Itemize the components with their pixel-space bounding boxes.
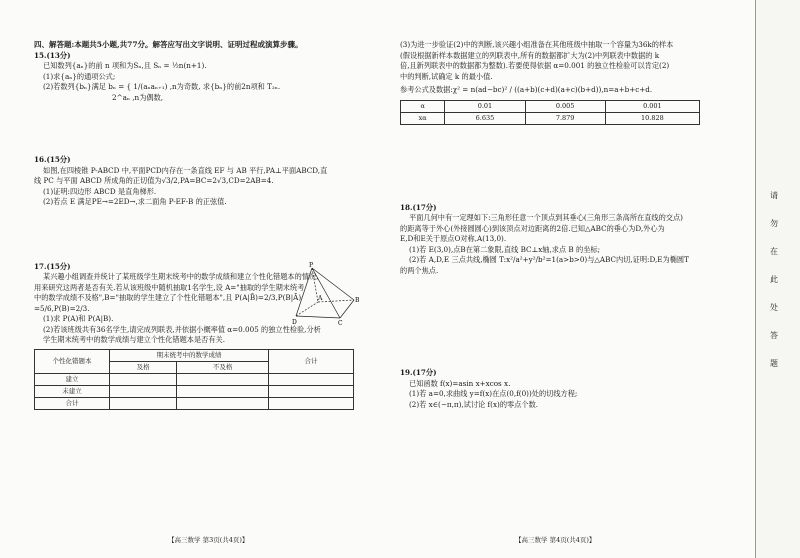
table-row bbox=[35, 397, 354, 409]
q16-stem-1: 如图,在四棱锥 P-ABCD 中,平面PCD内存在一条直线 EF 与 AB 平行,PA⊥平面ABCD,直 bbox=[43, 165, 328, 175]
q19-stem: 已知函数 f(x)=asin x+xcos x. bbox=[409, 378, 511, 388]
table-row bbox=[35, 373, 354, 385]
q17-number: 17.(15分) bbox=[34, 261, 71, 271]
table-header-fail: 不及格 bbox=[177, 361, 269, 373]
contingency-table bbox=[34, 349, 354, 410]
q18-part2-2: 的两个焦点. bbox=[400, 265, 439, 275]
q17-stem-4: =5/6,P(B)=2/3. bbox=[34, 303, 90, 313]
ref-alpha-value: 0.005 bbox=[525, 100, 605, 112]
margin-char: 答 bbox=[770, 331, 778, 340]
q17-part2-2: 学生期末统考中的数学成绩与建立个性化错题本是否有关. bbox=[43, 335, 225, 344]
vertex-b-label: B bbox=[355, 297, 360, 304]
table-header-score: 期末统考中的数学成绩 bbox=[110, 349, 269, 361]
pyramid-figure bbox=[292, 262, 362, 326]
table-header-total: 合计 bbox=[269, 349, 354, 373]
right-column bbox=[400, 40, 730, 410]
q18-part2-1: (2)若 A,D,E 三点共线,椭圆 T:x²/a²+y²/b²=1(a>b>0)与△ABC内切,证明:D,E为椭圆T bbox=[409, 255, 689, 264]
q19-part1: (1)若 a=0,求曲线 y=f(x)在点(0,f(0))处的切线方程; bbox=[409, 389, 578, 398]
ref-x-value: 10.828 bbox=[605, 112, 699, 124]
q19-number: 19.(17分) bbox=[400, 368, 437, 377]
ref-alpha-value: 0.001 bbox=[605, 100, 699, 112]
q15-stem: 已知数列{aₙ}的前 n 项和为Sₙ,且 Sₙ = ½n(n+1). bbox=[43, 61, 207, 70]
q17-part3-4: 中的判断,试确定 k 的最小值. bbox=[400, 71, 493, 81]
margin-char: 此 bbox=[770, 275, 778, 284]
q19-part2: (2)若 x∈(−π,π),试讨论 f(x)的零点个数. bbox=[409, 399, 539, 409]
q17-part3-1: (3)为进一步验证(2)中的判断,该兴趣小组准备在其他班级中抽取一个容量为36k的样本 bbox=[400, 40, 674, 49]
q17-stem-3: 中的数学成绩不及格",B="抽取的学生建立了个性化错题本",且 P(A|B̄)=2/3,P(B|Ā) bbox=[34, 293, 302, 302]
q16-stem-2: 线 PC 与平面 ABCD 所成角的正切值为√3/2,PA=BC=2√3,CD=2AB=4. bbox=[34, 176, 274, 185]
q16-part1: (1)证明:四边形 ABCD 是直角梯形. bbox=[43, 186, 157, 196]
q15-part2-ask: 求{bₙ}的前2n项和 T₂ₙ. bbox=[202, 82, 281, 91]
table-row-label: 合计 bbox=[35, 397, 110, 409]
q17-part2-1: (2)若该班级共有36名学生,请完成列联表,并依据小概率值 α=0.005 的独立性检验,分析 bbox=[43, 324, 321, 334]
q17-part3-3: 倍,且新列联表中的数据都为整数).若要使得依据 α=0.001 的独立性检验可以肯定(2) bbox=[400, 61, 670, 70]
table-header-notebook: 个性化错题本 bbox=[35, 349, 110, 373]
margin-char: 题 bbox=[770, 359, 778, 368]
margin-char: 在 bbox=[770, 247, 778, 256]
reference-table bbox=[400, 100, 700, 125]
table-row-label: 未建立 bbox=[35, 385, 110, 397]
q15-part2-text: (2)若数列{bₙ}满足 bₙ = { 1/(aₙaₙ₊₁) ,n为奇数, bbox=[43, 82, 201, 91]
ref-alpha-value: 0.01 bbox=[445, 100, 525, 112]
q17-stem-1: 某兴趣小组调查并统计了某班级学生期末统考中的数学成绩和建立个性化错题本的情况, bbox=[43, 272, 319, 281]
q18-number: 18.(17分) bbox=[400, 202, 437, 212]
table-row-label: 建立 bbox=[35, 373, 110, 385]
q18-stem-1: 平面几何中有一定理如下:三角形任意一个顶点到其垂心(三角形三条高所在直线的交点) bbox=[409, 213, 683, 222]
q17-part1: (1)求 P(A)和 P(A|B). bbox=[43, 314, 114, 323]
q17-part3-2: (假设根据新样本数据建立的列联表中,所有的数据都扩大为(2)中列联表中数据的 k bbox=[400, 50, 660, 60]
margin-char: 勿 bbox=[770, 219, 778, 228]
q15-part1: (1)求{aₙ}的通项公式; bbox=[43, 71, 116, 81]
ref-x-value: 7.879 bbox=[525, 112, 605, 124]
section-title: 四、解答题:本题共5小题,共77分。解答应写出文字说明、证明过程或演算步骤。 bbox=[34, 40, 303, 49]
q16-part2: (2)若点 E 满足PE→=2ED→,求二面角 P-EF-B 的正弦值. bbox=[43, 197, 227, 206]
right-footer: 【高三数学 第4页(共4页)】 bbox=[515, 536, 596, 544]
left-footer: 【高三数学 第3页(共4页)】 bbox=[168, 536, 249, 544]
left-column bbox=[34, 40, 364, 410]
q15-part2 bbox=[34, 82, 364, 93]
q18-stem-2: 的距离等于外心(外接圆圆心)到该顶点对边距离的2倍.已知△ABC的垂心为D,外心为 bbox=[400, 223, 665, 233]
ref-x-value: 6.635 bbox=[445, 112, 525, 124]
q15-case-even: 2^aₙ ,n为偶数, bbox=[112, 92, 164, 102]
table-header-pass: 及格 bbox=[110, 361, 177, 373]
vertex-c-label: C bbox=[338, 320, 343, 326]
margin-char: 请 bbox=[770, 191, 778, 200]
q15-number: 15.(13分) bbox=[34, 50, 71, 60]
table-row bbox=[35, 385, 354, 397]
q18-stem-3: E,D和E关于原点O对称,A(13,0). bbox=[400, 234, 507, 243]
reference-formula: 参考公式及数据:χ² = n(ad−bc)² / ((a+b)(c+d)(a+c)(b+d)),n=a+b+c+d. bbox=[400, 85, 653, 94]
q17-stem-2: 用来研究这两者是否有关.若从该班级中随机抽取1名学生,设 A="抽取的学生期末统考 bbox=[34, 282, 305, 292]
q18-part1: (1)若 E(3,0),点B在第二象限,直线 BC⊥x轴,求点 B 的坐标; bbox=[409, 244, 600, 254]
ref-alpha-label: α bbox=[401, 100, 445, 112]
vertex-a-label: A bbox=[318, 295, 323, 302]
q16-number: 16.(15分) bbox=[34, 155, 71, 164]
margin-char: 处 bbox=[770, 303, 778, 312]
ref-x-label: xα bbox=[401, 112, 445, 124]
binding-margin bbox=[755, 0, 800, 558]
vertex-p-label: P bbox=[309, 262, 314, 269]
vertex-d-label: D bbox=[292, 319, 297, 326]
